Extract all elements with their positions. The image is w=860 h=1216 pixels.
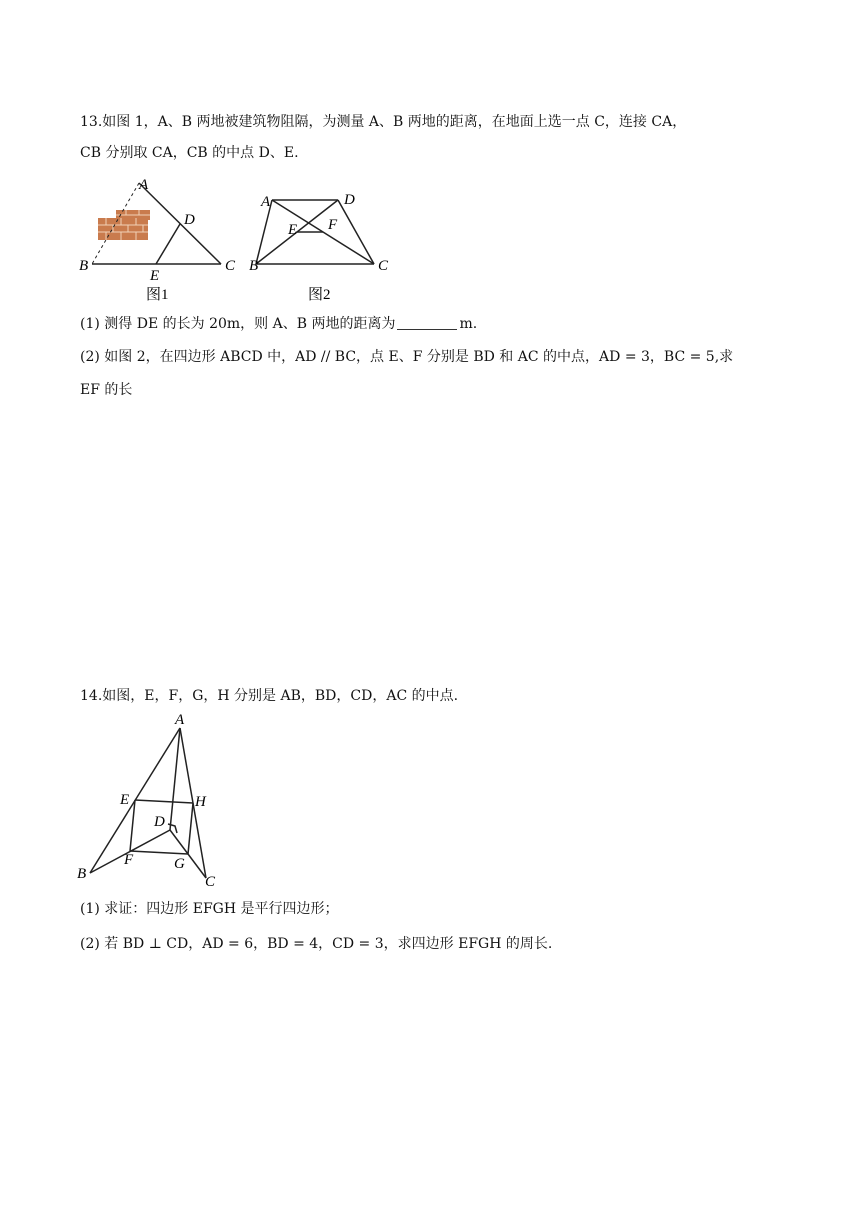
q14-part2: (2) 若 BD ⊥ CD，AD = 6，BD = 4，CD = 3，求四边形 EFGH 的周长.	[80, 936, 553, 952]
fig14-label-F: F	[124, 852, 134, 868]
fig1-label-C: C	[225, 258, 236, 274]
q14-intro: 14.如图，E，F，G，H 分别是 AB，BD，CD，AC 的中点.	[80, 688, 459, 704]
fig14-label-G: G	[174, 856, 185, 872]
q13-part1-unit: m.	[459, 316, 478, 332]
fig2-label-C: C	[378, 258, 389, 274]
answer-blank[interactable]	[397, 315, 457, 330]
fig1-label-A: A	[139, 177, 149, 193]
fig14-label-C: C	[205, 874, 216, 890]
fig1-caption: 图1	[146, 287, 169, 303]
fig2-label-E: E	[288, 222, 298, 238]
fig14-label-D: D	[154, 814, 165, 830]
q13-intro-line2: CB 分别取 CA，CB 的中点 D、E.	[80, 145, 299, 161]
q13-part1	[80, 314, 477, 334]
fig2-label-D: D	[344, 192, 355, 208]
q14-figure	[74, 708, 234, 894]
fig2-label-B: B	[249, 258, 259, 274]
q13-part2-line2: EF 的长	[80, 382, 133, 398]
fig1-label-B: B	[79, 258, 89, 274]
fig14-label-E: E	[120, 792, 130, 808]
fig1-label-E: E	[150, 268, 160, 284]
q13-part2-line1: (2) 如图 2，在四边形 ABCD 中，AD // BC，点 E、F 分别是 BD 和 AC 的中点，AD = 3，BC = 5,求	[80, 349, 734, 365]
q13-figure-1	[76, 174, 246, 304]
fig2-label-A: A	[261, 194, 271, 210]
q13-part1-text: (1) 测得 DE 的长为 20m，则 A、B 两地的距离为	[80, 316, 396, 332]
fig14-label-B: B	[77, 866, 87, 882]
q14-part1: (1) 求证：四边形 EFGH 是平行四边形；	[80, 901, 339, 917]
brick-wall-icon	[98, 210, 150, 240]
q13-figure-2	[246, 184, 396, 304]
fig14-label-A: A	[175, 712, 185, 728]
fig2-caption: 图2	[308, 287, 331, 303]
fig2-label-F: F	[328, 217, 338, 233]
fig14-label-H: H	[195, 794, 206, 810]
q13-intro-line1: 13.如图 1，A、B 两地被建筑物阻隔，为测量 A、B 两地的距离，在地面上选一点 C，连接 CA，	[80, 114, 687, 130]
fig1-label-D: D	[184, 212, 195, 228]
